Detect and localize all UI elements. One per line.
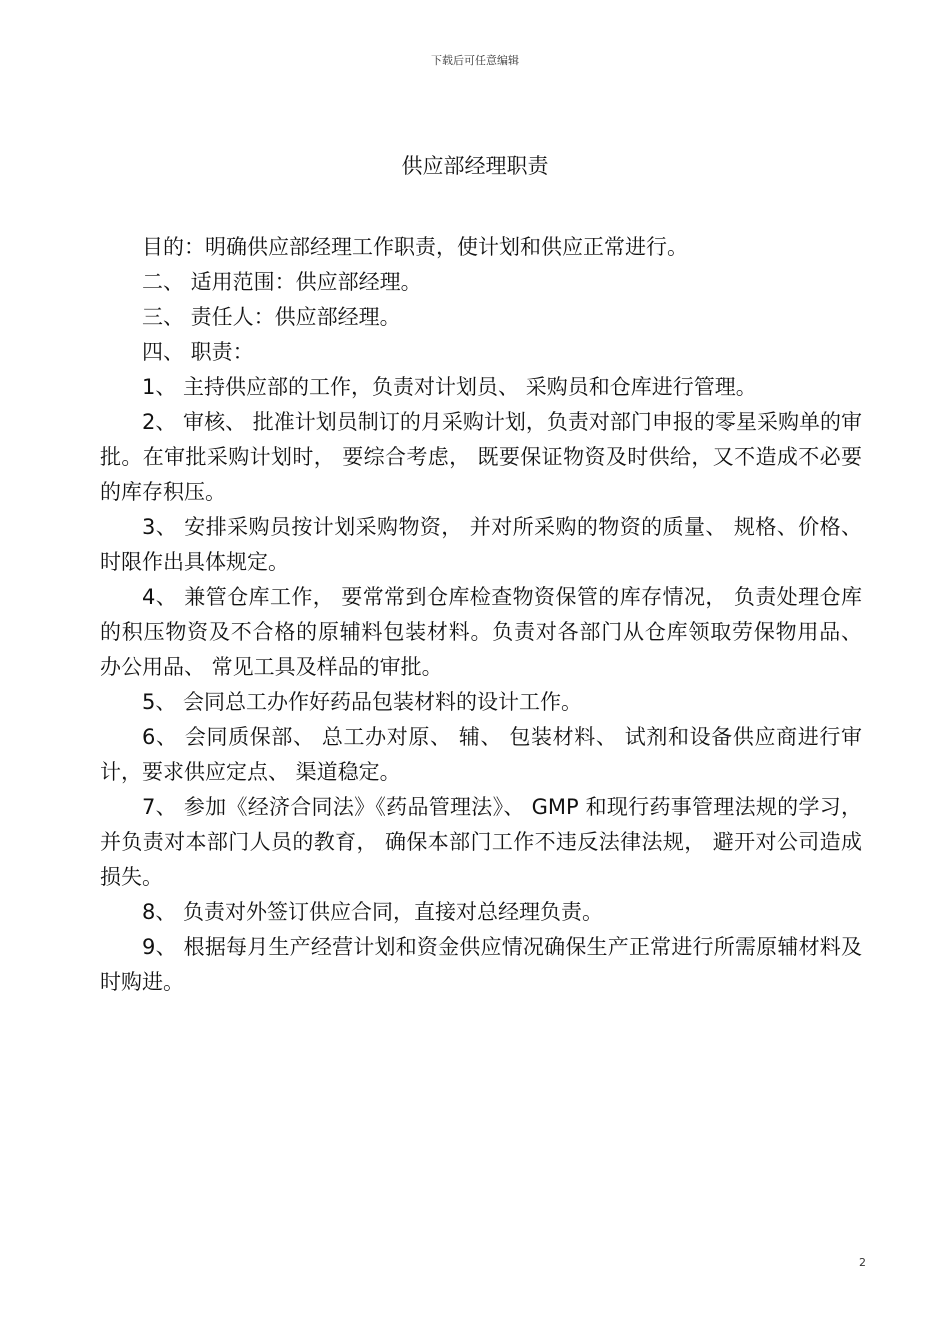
duty-item: 7、 参加《经济合同法》《药品管理法》、 GMP 和现行药事管理法规的学习， 并负责对本部门人员的教育， 确保本部门工作不违反法律法规， 避开对公司造成损失。 xyxy=(100,795,862,889)
document-body xyxy=(100,230,862,1000)
document-title: 供应部经理职责 xyxy=(401,154,549,178)
duty-item: 1、 主持供应部的工作，负责对计划员、 采购员和仓库进行管理。 xyxy=(142,375,757,399)
duty-item: 5、 会同总工办作好药品包装材料的设计工作。 xyxy=(142,690,583,714)
duty-item: 6、 会同质保部、 总工办对原、 辅、 包装材料、 试剂和设备供应商进行审计，要求供应定点、 渠道稳定。 xyxy=(100,725,862,784)
duty-item: 8、 负责对外签订供应合同，直接对总经理负责。 xyxy=(142,900,604,924)
page-number: 2 xyxy=(859,1256,866,1269)
purpose-paragraph: 目的：明确供应部经理工作职责，使计划和供应正常进行。 xyxy=(142,235,688,259)
scope-paragraph: 二、 适用范围：供应部经理。 xyxy=(142,270,422,294)
duty-item: 4、 兼管仓库工作， 要常常到仓库检查物资保管的库存情况， 负责处理仓库的积压物资及不合格的原辅料包装材料。负责对各部门从仓库领取劳保物用品、 办公用品、 常见工具及样品的审批。 xyxy=(100,585,862,679)
header-note: 下载后可任意编辑 xyxy=(431,54,519,67)
duty-item: 9、 根据每月生产经营计划和资金供应情况确保生产正常进行所需原辅材料及时购进。 xyxy=(100,935,862,994)
duty-item: 3、 安排采购员按计划采购物资， 并对所采购的物资的质量、 规格、价格、 时限作出具体规定。 xyxy=(100,515,862,574)
responsible-person-paragraph: 三、 责任人：供应部经理。 xyxy=(142,305,401,329)
duties-heading: 四、 职责： xyxy=(142,340,254,364)
duty-item: 2、 审核、 批准计划员制订的月采购计划，负责对部门申报的零星采购单的审批。在审批采购计划时， 要综合考虑， 既要保证物资及时供给，又不造成不必要的库存积压。 xyxy=(100,410,862,504)
